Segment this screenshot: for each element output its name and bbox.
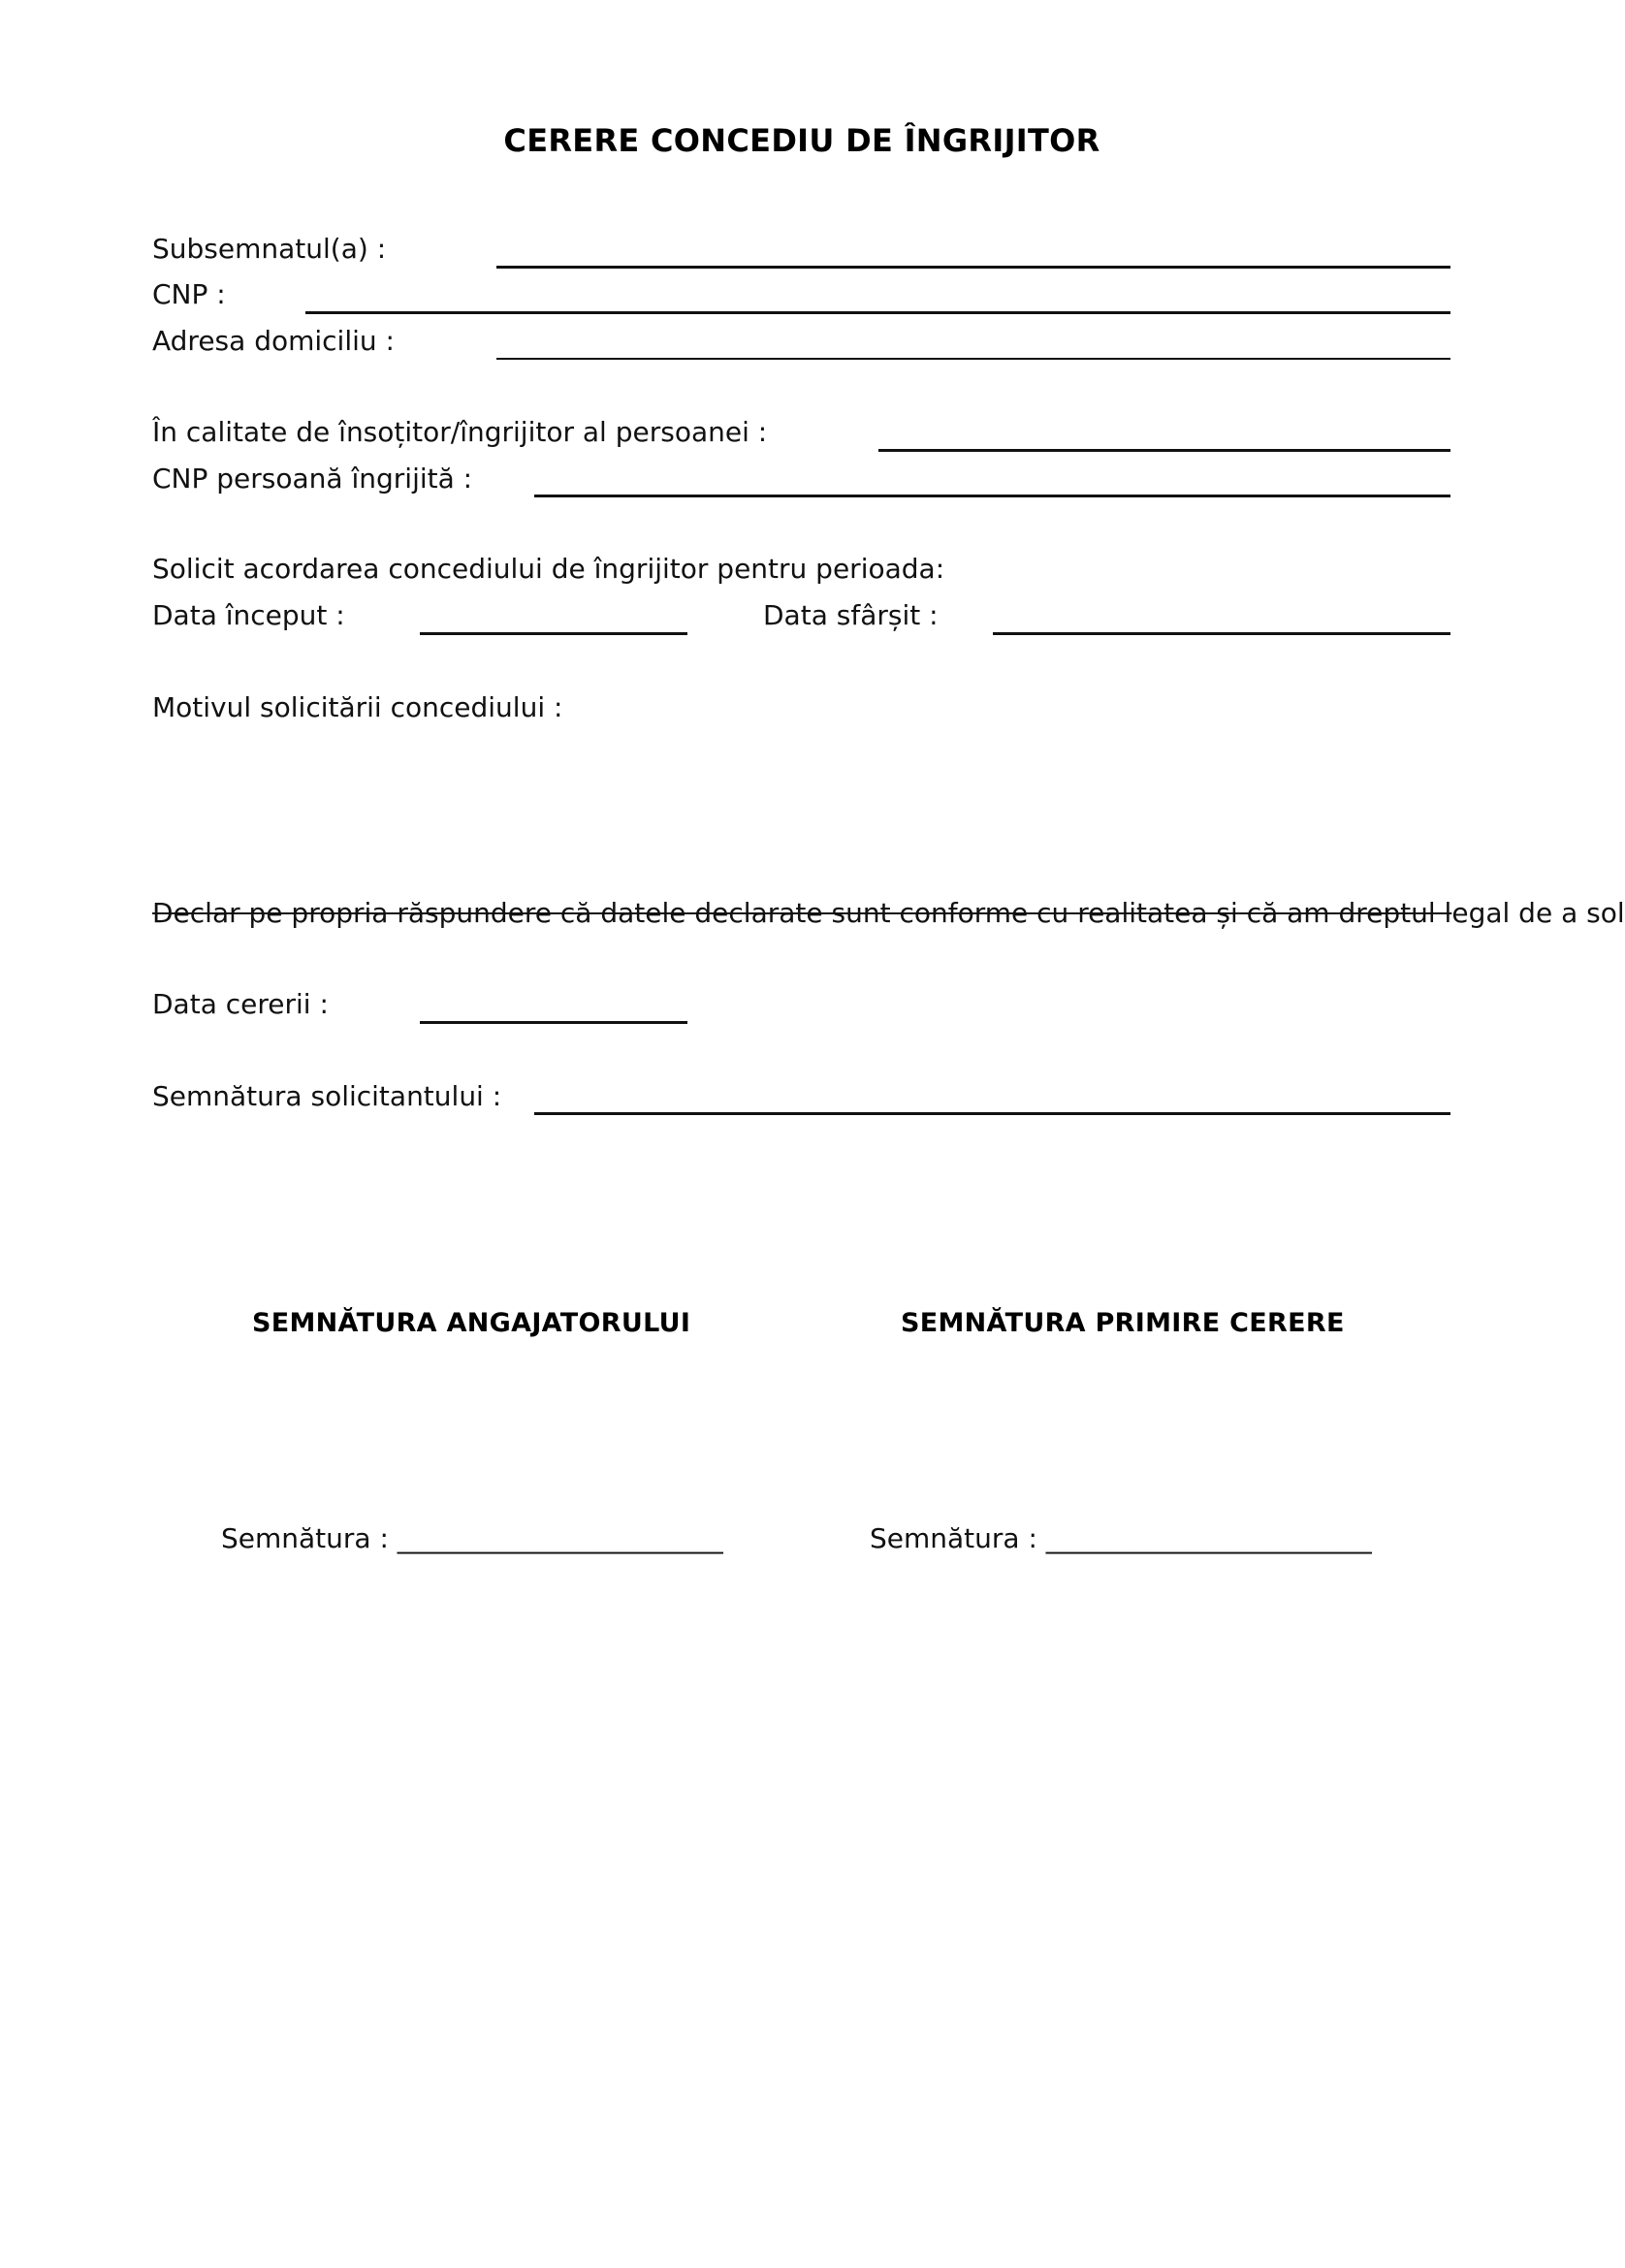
reason-label: Motivul solicitării concediului : <box>152 691 563 723</box>
applicant-name-field[interactable] <box>496 266 1450 269</box>
employer-signature-heading: SEMNĂTURA ANGAJATORULUI <box>252 1308 691 1338</box>
document-title: CERERE CONCEDIU DE ÎNGRIJITOR <box>503 122 1100 159</box>
request-date-label: Data cererii : <box>152 988 329 1020</box>
request-date-field[interactable] <box>420 1021 687 1024</box>
start-date-label: Data început : <box>152 599 345 631</box>
applicant-address-label: Adresa domiciliu : <box>152 325 395 357</box>
applicant-signature-field[interactable] <box>534 1112 1450 1115</box>
caregiver-role-label: În calitate de însoțitor/îngrijitor al persoanei : <box>152 416 768 448</box>
declaration-text <box>152 897 1625 930</box>
receipt-signature-heading: SEMNĂTURA PRIMIRE CERERE <box>901 1308 1345 1338</box>
cared-person-name-field[interactable] <box>878 449 1450 452</box>
applicant-cnp-field[interactable] <box>305 311 1450 314</box>
applicant-address-field[interactable] <box>496 358 1450 360</box>
receipt-signature-field[interactable]: Semnătura : ________________________ <box>870 1522 1372 1554</box>
cared-person-cnp-field[interactable] <box>534 495 1450 497</box>
employer-signature-field[interactable]: Semnătura : ________________________ <box>221 1522 723 1554</box>
declaration-struck-text: Declar pe propria răspundere că datele declarate sunt conforme cu realitatea și că am dreptul l <box>152 897 1452 929</box>
start-date-field[interactable] <box>420 632 687 635</box>
applicant-name-label: Subsemnatul(a) : <box>152 233 387 265</box>
end-date-label: Data sfârșit : <box>763 599 939 631</box>
end-date-field[interactable] <box>993 632 1450 635</box>
applicant-signature-label: Semnătura solicitantului : <box>152 1080 502 1112</box>
applicant-cnp-label: CNP : <box>152 278 226 310</box>
period-intro-text: Solicit acordarea concediului de îngrijitor pentru perioada: <box>152 553 945 585</box>
declaration-rest-text: egal de a sol <box>1451 897 1625 929</box>
cared-person-cnp-label: CNP persoană îngrijită : <box>152 463 473 495</box>
